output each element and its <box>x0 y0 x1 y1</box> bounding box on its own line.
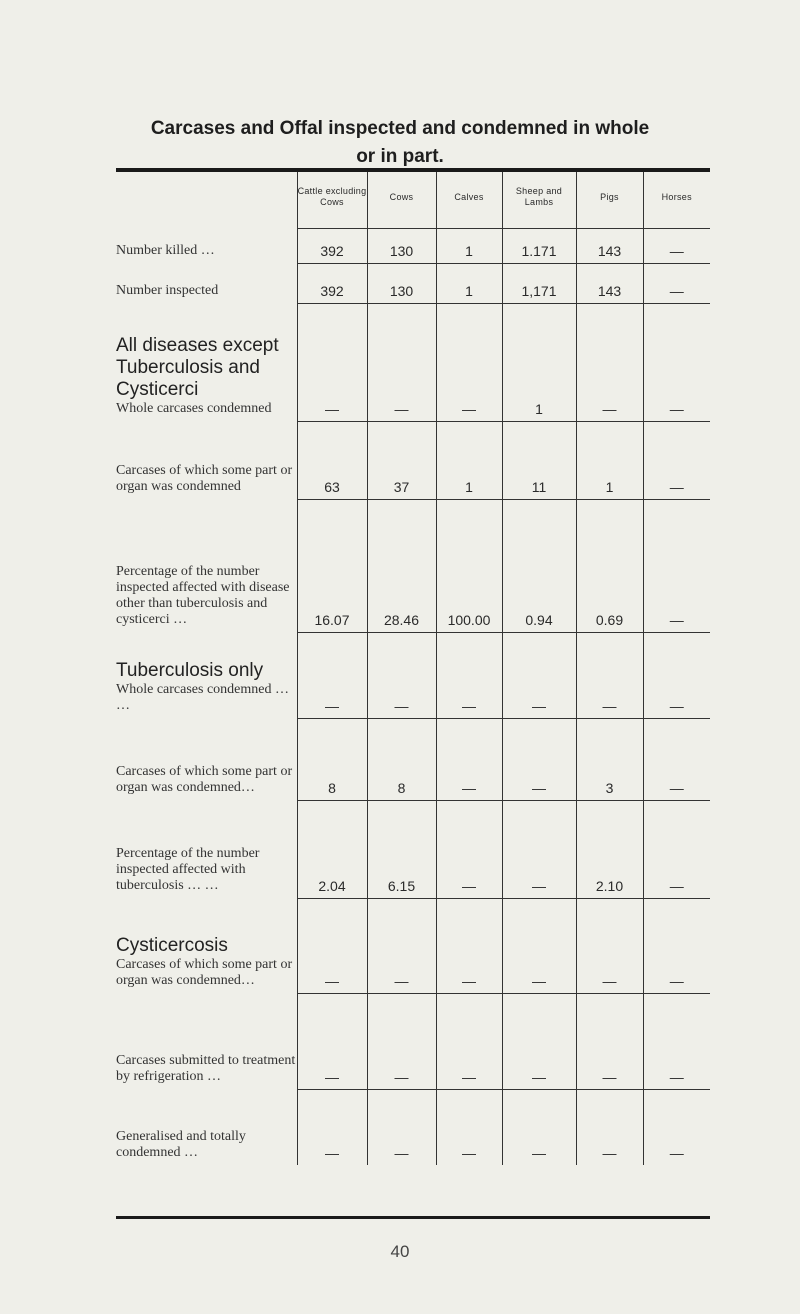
cell: — <box>643 263 710 303</box>
cell: 37 <box>367 421 436 499</box>
column-header: Cows <box>367 172 436 228</box>
cell: — <box>367 993 436 1089</box>
row-label: Number inspected <box>116 283 219 298</box>
inspection-table <box>116 172 710 1165</box>
cell: — <box>436 898 502 993</box>
row-label-block <box>116 898 297 993</box>
cell: 130 <box>367 263 436 303</box>
cell: 3 <box>576 718 643 800</box>
row-label: Carcases of which some part or organ was condemned… <box>116 764 293 795</box>
table-row <box>116 228 710 263</box>
cell: — <box>367 632 436 718</box>
cell: — <box>576 993 643 1089</box>
column-header: Cattle excluding Cows <box>297 172 367 228</box>
row-label: Whole carcases condemned … … <box>116 682 289 713</box>
cell: — <box>502 632 576 718</box>
cell: — <box>643 718 710 800</box>
cell: — <box>436 632 502 718</box>
table-row <box>116 718 710 800</box>
cell: 1 <box>576 421 643 499</box>
cell: — <box>502 993 576 1089</box>
column-header: Sheep and Lambs <box>502 172 576 228</box>
cell: — <box>297 632 367 718</box>
cell: — <box>576 303 643 421</box>
cell: — <box>643 993 710 1089</box>
cell: — <box>576 632 643 718</box>
section-heading: Cysticercosis <box>116 935 228 956</box>
cell: 2.10 <box>576 800 643 898</box>
cell: — <box>643 1089 710 1165</box>
cell: 1 <box>436 421 502 499</box>
cell: — <box>576 898 643 993</box>
cell: — <box>297 993 367 1089</box>
cell: — <box>297 303 367 421</box>
row-label: Percentage of the number inspected affected with tuberculosis … … <box>116 846 260 893</box>
table-row <box>116 1089 710 1165</box>
cell: — <box>643 898 710 993</box>
column-header: Calves <box>436 172 502 228</box>
cell: 8 <box>297 718 367 800</box>
cell: — <box>502 800 576 898</box>
table-row <box>116 263 710 303</box>
cell: — <box>436 993 502 1089</box>
cell: — <box>643 303 710 421</box>
page-number: 40 <box>390 1242 410 1261</box>
page-title: Carcases and Offal inspected and condemned in whole <box>150 118 650 139</box>
column-header: Pigs <box>576 172 643 228</box>
cell: 0.69 <box>576 499 643 632</box>
cell: — <box>436 800 502 898</box>
cell: — <box>436 1089 502 1165</box>
cell: — <box>297 898 367 993</box>
cell: 130 <box>367 228 436 263</box>
cell: 63 <box>297 421 367 499</box>
row-label: Generalised and totally condemned … <box>116 1129 246 1160</box>
table-row <box>116 632 710 718</box>
section-heading: Tuberculosis only <box>116 660 264 681</box>
table-row <box>116 421 710 499</box>
cell: — <box>436 718 502 800</box>
cell: — <box>436 303 502 421</box>
cell: 1.171 <box>502 228 576 263</box>
row-label-block <box>116 632 297 718</box>
cell: — <box>502 718 576 800</box>
row-label-block <box>116 303 297 421</box>
row-label: Percentage of the number inspected affected with disease other than tuberculosis and cysticerci … <box>116 564 290 627</box>
cell: — <box>643 499 710 632</box>
cell: — <box>367 898 436 993</box>
cell: 28.46 <box>367 499 436 632</box>
cell: 6.15 <box>367 800 436 898</box>
table-row <box>116 499 710 632</box>
cell: — <box>643 228 710 263</box>
column-header: Horses <box>643 172 710 228</box>
cell: 143 <box>576 263 643 303</box>
cell: — <box>643 800 710 898</box>
cell: — <box>297 1089 367 1165</box>
cell: — <box>576 1089 643 1165</box>
row-label: Number killed … <box>116 243 215 258</box>
cell: — <box>367 1089 436 1165</box>
table-row <box>116 800 710 898</box>
cell: 11 <box>502 421 576 499</box>
row-label: Carcases submitted to treatment by refrigeration … <box>116 1053 296 1084</box>
cell: — <box>643 421 710 499</box>
cell: 1,171 <box>502 263 576 303</box>
table-row <box>116 303 710 421</box>
row-label: Carcases of which some part or organ was condemned <box>116 463 293 494</box>
cell: — <box>502 1089 576 1165</box>
row-label: Whole carcases condemned <box>116 401 272 416</box>
cell: 392 <box>297 263 367 303</box>
bottom-rule <box>116 1216 710 1219</box>
header-row <box>116 172 710 228</box>
cell: 1 <box>436 228 502 263</box>
cell: — <box>643 632 710 718</box>
header-blank <box>116 172 297 228</box>
cell: — <box>502 898 576 993</box>
cell: 16.07 <box>297 499 367 632</box>
cell: 0.94 <box>502 499 576 632</box>
section-heading: All diseases except Tuberculosis and Cysticerci <box>116 335 279 400</box>
cell: 100.00 <box>436 499 502 632</box>
page-subtitle: or in part. <box>356 146 444 167</box>
cell: 392 <box>297 228 367 263</box>
cell: 143 <box>576 228 643 263</box>
cell: — <box>367 303 436 421</box>
cell: 2.04 <box>297 800 367 898</box>
row-label: Carcases of which some part or organ was condemned… <box>116 957 293 988</box>
table-row <box>116 898 710 993</box>
cell: 1 <box>436 263 502 303</box>
cell: 1 <box>502 303 576 421</box>
table-row <box>116 993 710 1089</box>
cell: 8 <box>367 718 436 800</box>
